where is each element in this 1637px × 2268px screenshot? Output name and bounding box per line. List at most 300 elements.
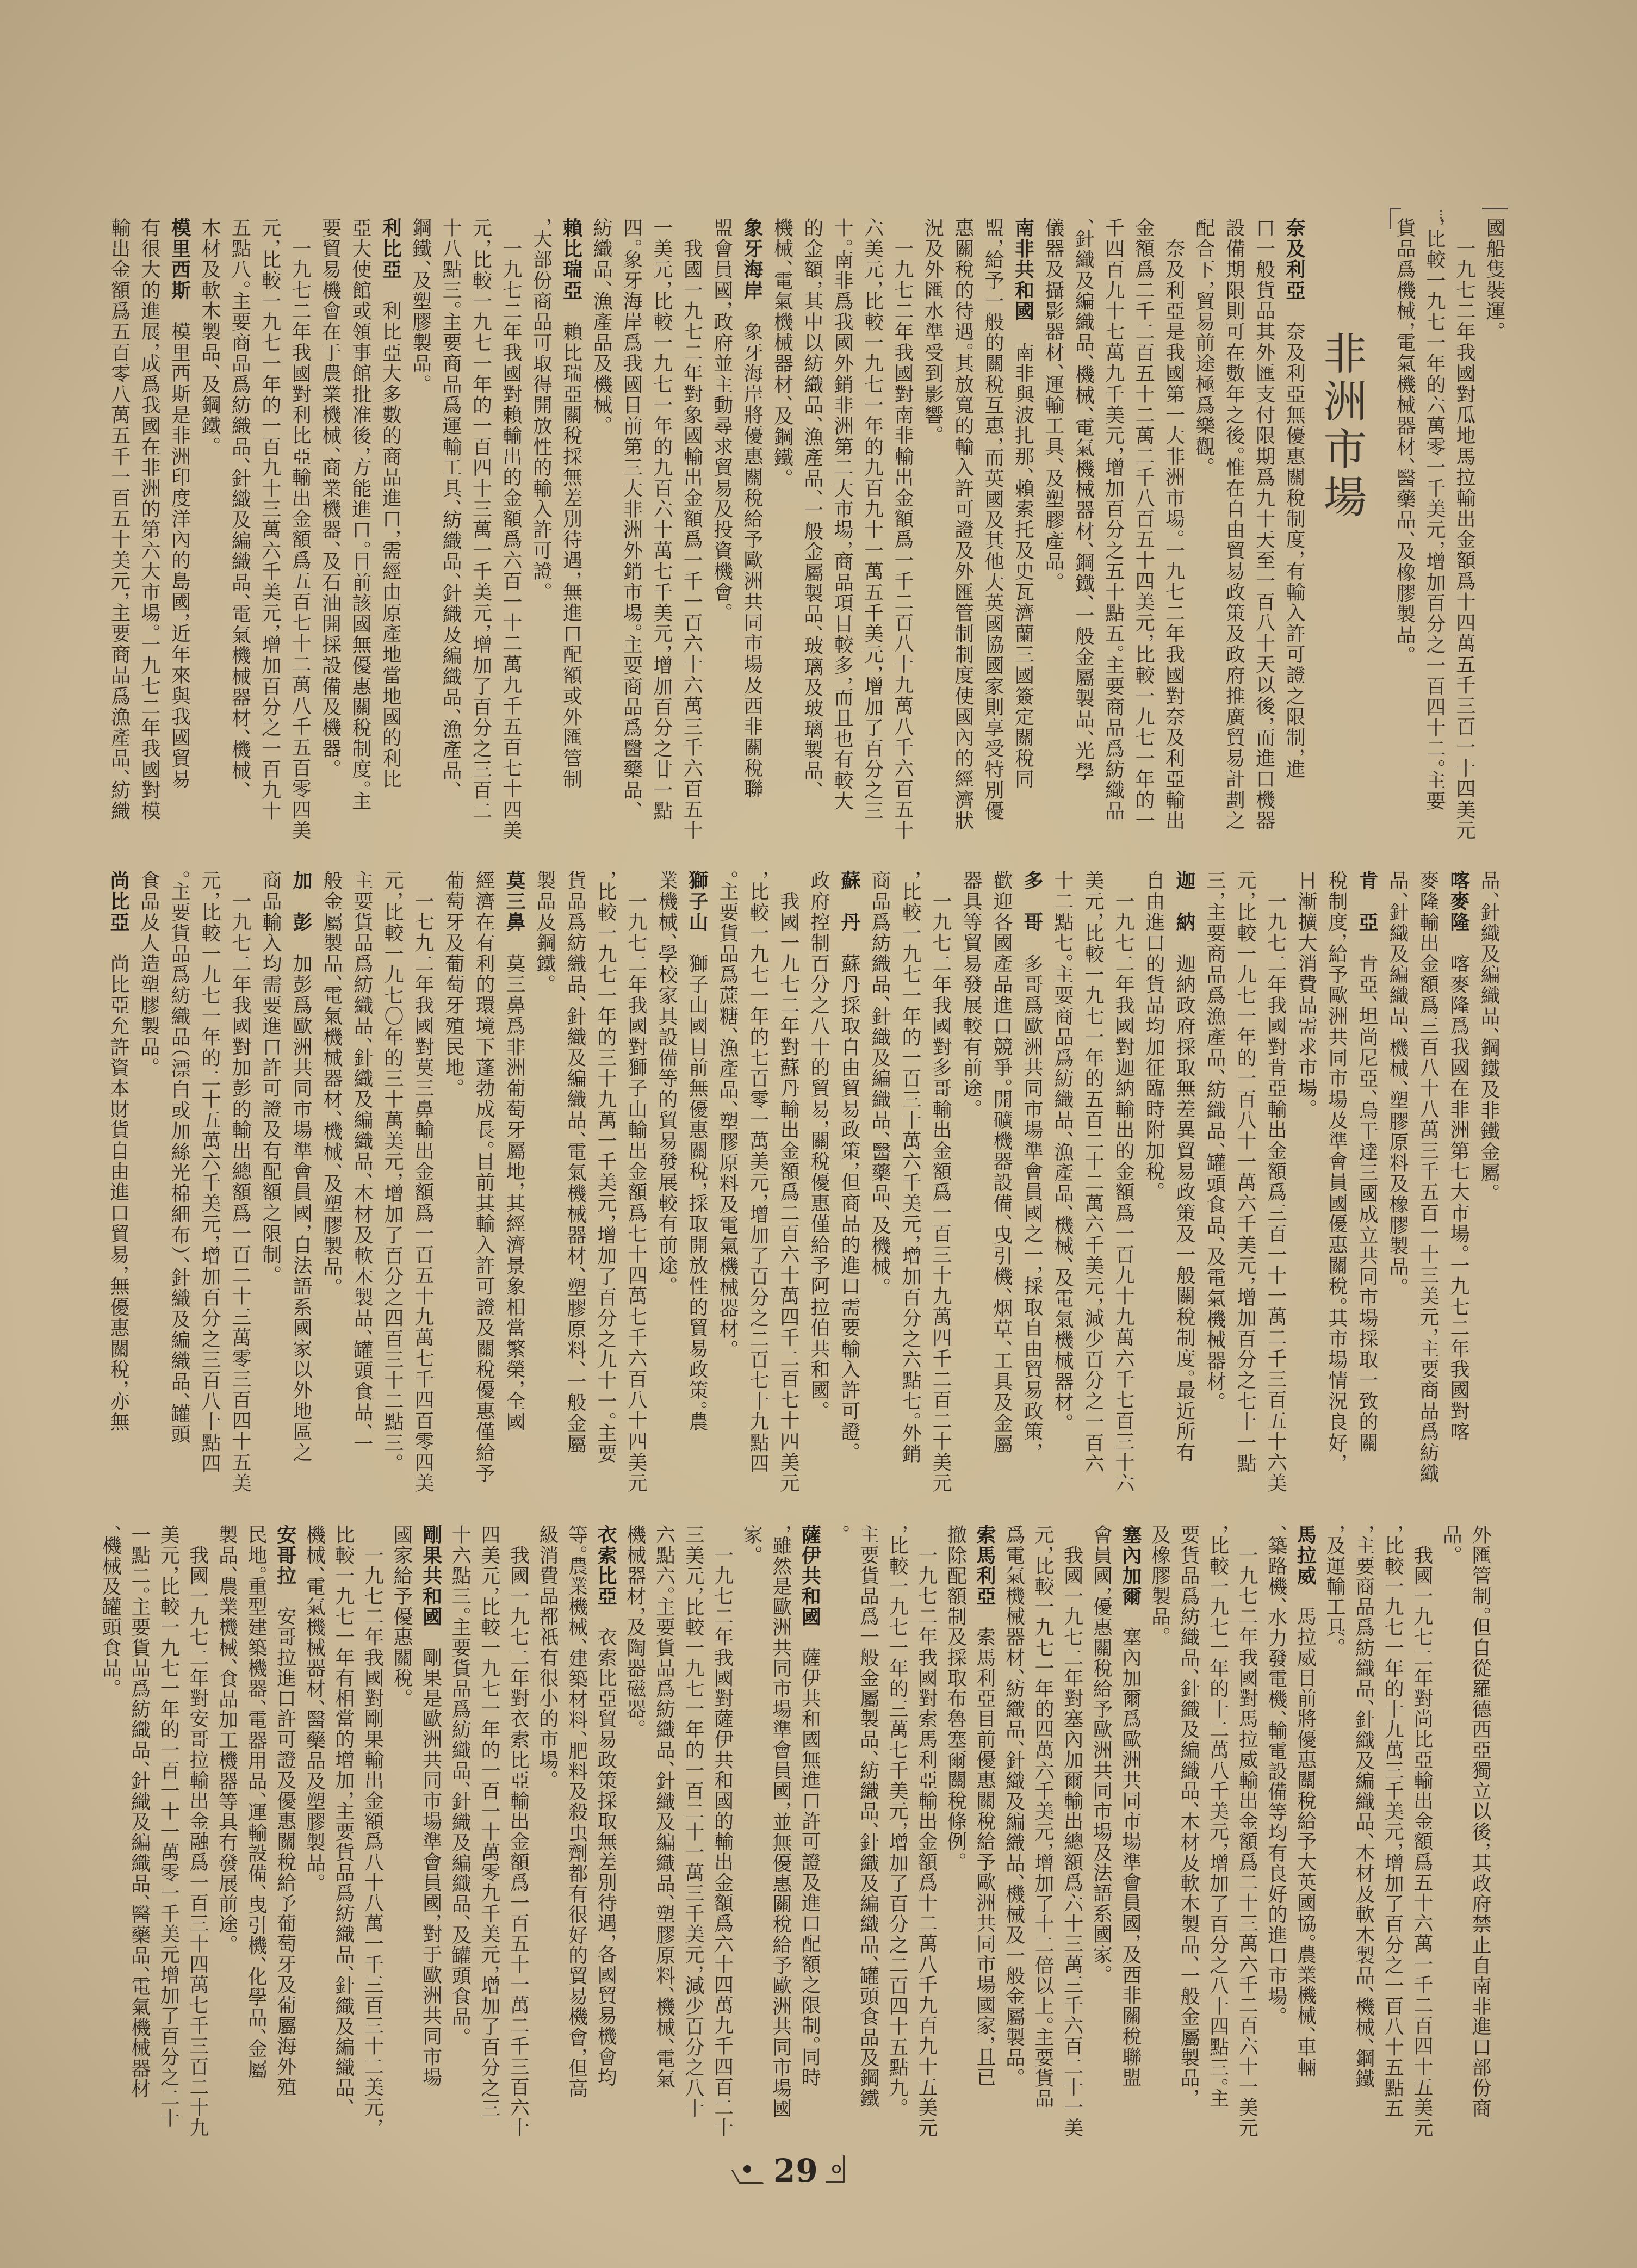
- column-text: 品。: [1440, 1525, 1462, 1556]
- column-text: 六點六。主要貨品爲紡織品、針織及編織品、塑膠原料、機械、電氣: [653, 1525, 675, 2089]
- text-column: [1174, 1525, 1203, 2120]
- column-text: 的金額，其中以紡織品、漁產品、一般金屬製品、玻璃及玻璃製品、: [801, 218, 823, 792]
- text-column: [346, 870, 377, 1476]
- column-text: 一九七二年我國對索馬利亞輸出金額爲十二萬八千九百九十五美元: [915, 1525, 938, 2138]
- text-column: [104, 218, 134, 824]
- column-text: 、築路機、水力發電機、輸電設備等均有良好的進口市場。: [1264, 1525, 1287, 2017]
- column-text: ，比較一九七一年的一百三十萬六千美元，增加百分之六點七。外銷: [899, 870, 921, 1464]
- text-column: [416, 1525, 445, 2120]
- text-column: [803, 870, 834, 1476]
- text-column: [436, 218, 466, 824]
- text-column: [183, 1525, 212, 2138]
- text-column: [1443, 870, 1473, 1476]
- column-text: 十六點三。主要貨品爲紡織品、針織及編織品、及罐頭食品。: [449, 1525, 472, 2038]
- column-text: 日漸擴大消費品需求市場。: [1295, 870, 1317, 1110]
- text-column: [616, 218, 646, 824]
- column-text: 十二點七。主要商品爲紡織品、漁產品、機械、及電氣機械器材。: [1051, 870, 1074, 1424]
- column-text: 品、針織及編織品、機械、塑膠原料及橡膠製品。: [1386, 870, 1409, 1288]
- text-column: [1158, 218, 1188, 831]
- text-column: [526, 218, 556, 824]
- text-column: [1436, 1525, 1466, 2120]
- text-column: [1145, 1525, 1174, 2120]
- text-column: [286, 870, 316, 1476]
- column-text: 多哥爲歐洲共同市場準會員國之一，採取自由貿易政策，: [1021, 932, 1043, 1453]
- column-text: 賴比瑞亞關稅採無差別待遇，無進口配額或外匯管制: [560, 300, 582, 790]
- section-heading: 尚比亞: [107, 870, 129, 933]
- text-column: [737, 1525, 766, 2120]
- text-column: [1407, 1525, 1436, 2138]
- column-text: ，比較一九七一年的七百零一萬美元，增加了百分之二百七十九點四: [747, 870, 769, 1474]
- bracket-mark: [826, 2155, 845, 2183]
- column-text: 家。: [740, 1525, 763, 1556]
- text-column: [225, 870, 255, 1494]
- text-column: [1279, 218, 1309, 824]
- section-heading: 奈及利亞: [1283, 218, 1305, 301]
- column-text: 有很大的進展，成爲我國在非洲的第六大市場。一九七二年我國對模: [138, 218, 161, 821]
- column-text: 我國一九七二年對安哥拉輸出金融爲一百三十四萬七千三百二十九: [186, 1525, 209, 2138]
- text-column: [1291, 1525, 1320, 2120]
- text-column: [445, 1525, 475, 2120]
- column-text: 象牙海岸將優惠關稅給予歐洲共同市場及西非關稅聯: [740, 300, 763, 800]
- column-text: 喀麥隆爲我國在非洲第七大市場。一九七二年我國對喀: [1447, 932, 1469, 1442]
- section-heading: 安哥拉: [274, 1525, 296, 1586]
- column-text: 儀器及攝影器材、運輸工具、及塑膠產品。: [1041, 218, 1064, 583]
- column-text: 一九七二年我國對多哥輸出金額爲一百三十九萬四千二百二十美元: [929, 870, 952, 1494]
- text-column: [358, 1525, 387, 2128]
- column-text: 奈及利亞是我國第一大非洲市場。一九七二年我國對奈及利亞輸出: [1162, 218, 1185, 831]
- column-text: 民地。重型建築機器、電器用品、運輸設備、曳引機、化學品、金屬: [245, 1525, 268, 2079]
- column-text: 四美元，比較一九七一年的一百一十萬零九千美元，增加了百分之三: [478, 1525, 500, 2118]
- text-column: [857, 218, 887, 824]
- text-band-2: [103, 870, 1504, 1494]
- text-column: [1232, 1525, 1262, 2138]
- text-column: [387, 1525, 416, 2120]
- text-column: [154, 1525, 183, 2128]
- column-text: 機械、電氣機械器材、醫藥品及塑膠製品。: [303, 1525, 326, 1884]
- text-band-3: [96, 1525, 1495, 2138]
- column-text: 薩伊共和國無進口許可證及進口配額之限制。同時: [798, 1627, 821, 2087]
- text-column: [1028, 1525, 1058, 2120]
- text-column: [133, 870, 164, 1476]
- column-text: 及橡膠製品。: [1148, 1525, 1171, 1638]
- text-column: [986, 870, 1016, 1476]
- column-text: 主要貨品爲紡織品、針織及編織品、木材及軟木製品、罐頭食品、一: [351, 870, 373, 1454]
- column-text: 南非與波扎那、賴索托及史瓦濟蘭三國簽定關稅同: [1012, 321, 1034, 790]
- column-text: 利比亞大多數的商品進口，需經由原產地當地國的利比: [379, 280, 402, 790]
- text-column: [375, 218, 405, 824]
- column-text: 國家給予優惠關稅。: [390, 1525, 413, 1699]
- column-text: 爲電氣機械器材、紡織品、針織及編織品、機械及一般金屬製品。: [1002, 1525, 1025, 2079]
- text-column: [164, 870, 194, 1476]
- page-number-dot-icon: [743, 2165, 751, 2173]
- column-text: 要貿易機會在于農業機械、商業機器、及石油開採設備及機器。: [319, 218, 342, 770]
- text-column: [532, 1525, 562, 2120]
- column-text: 稅制度，給予歐洲共同市場及準會員國優惠關稅。其市場情況良好，: [1325, 870, 1348, 1464]
- column-text: 一九七二年我國對馬拉威輸出金額爲二十三萬六千二百六十一美元: [1236, 1525, 1258, 2138]
- column-text: 況及外匯水準受到影響。: [921, 218, 944, 437]
- column-text: 尚比亞允許資本財貨自由進口貿易，無優惠關稅，亦無: [107, 932, 129, 1433]
- column-text: ，雖然是歐洲共同市場準會員國，並無優惠關稅給予歐洲共同市場國: [769, 1525, 792, 2118]
- column-text: 馬拉威目前將優惠關稅給予大英國協。農業機械、車輛: [1294, 1585, 1317, 2078]
- text-column: [586, 218, 616, 824]
- column-text: 加彭爲歐洲共同市場準會員國，自法語系國家以外地區之: [290, 932, 312, 1463]
- column-text: 輸出金額爲五百零八萬五千一百五十美元，主要商品爲漁產品、紡織: [108, 218, 131, 821]
- text-column: [1319, 1525, 1349, 2120]
- column-text: 一九七二年我國對薩伊共和國的輸出金額爲六十四萬九千四百二十: [711, 1525, 734, 2138]
- column-text: 一九七二年我國對賴輸出的金額爲六百一十二萬九千五百七十四美: [499, 218, 522, 841]
- column-text: 鋼鐵、及塑膠製品。: [409, 218, 432, 385]
- text-column: [677, 218, 706, 841]
- text-column: [737, 218, 767, 824]
- column-text: 十八點三。主要商品爲運輸工具、紡織品、針織及編織品、漁產品、: [439, 218, 462, 792]
- text-column: [888, 218, 917, 841]
- column-text: 。主要貨品爲蔗糖、漁產品、塑膠原料及電氣機械器材。: [716, 870, 739, 1350]
- text-column: [864, 870, 895, 1476]
- text-column: [678, 1525, 708, 2120]
- column-text: 奈及利亞無優惠關稅制度，有輸入許可證之限制，進: [1283, 300, 1305, 780]
- text-column: [708, 1525, 737, 2138]
- text-column: [621, 870, 651, 1494]
- text-column: [255, 870, 286, 1476]
- column-text: 衣索比亞貿易政策採取無差別待遇，各國貿易機會均: [594, 1606, 617, 2087]
- text-column: [947, 218, 977, 831]
- text-column: [103, 870, 133, 1476]
- column-text: 塞內加爾爲歐洲共同市場準會員國，及西非關稅聯盟: [1119, 1606, 1142, 2087]
- text-column: [956, 870, 986, 1476]
- column-text: 一九七二年我國對加彭的輸出總額爲一百二十三萬零三百四十五美: [229, 870, 251, 1494]
- text-column: [194, 870, 225, 1476]
- column-text: 麥隆輸出金額爲三百八十八萬三千五百一十三美元，主要商品爲紡織: [1417, 870, 1439, 1484]
- text-column: [405, 218, 435, 824]
- column-text: 一美元，比較一九七一年的九百六十萬七千美元，增加百分之廿一點: [650, 218, 673, 821]
- text-column: [1169, 870, 1199, 1476]
- text-column: [560, 870, 590, 1476]
- text-column: [706, 218, 736, 824]
- column-text: 元，比較一九七一年的四萬六千美元，增加了十二倍以上。主要貨品: [1032, 1525, 1055, 2109]
- section-heading: 衣索比亞: [594, 1525, 617, 1607]
- column-text: 主要貨品爲一般金屬製品、紡織品、針織及編織品、罐頭食品及鋼鐵: [857, 1525, 879, 2109]
- text-column: [504, 1525, 533, 2138]
- column-text: ，大部份商品可取得開放性的輸入許可證。: [530, 218, 553, 593]
- text-column: [970, 1525, 999, 2120]
- column-text: 元，比較一九七一年的二十五萬六千美元，增加百分之三百八十點四: [199, 870, 221, 1474]
- section-heading: 象牙海岸: [740, 218, 763, 301]
- column-text: ，比較一九七一年的十二萬八千美元，增加了百分之八十四點三。主: [1206, 1525, 1229, 2109]
- column-text: 外匯管制。但自從羅德西亞獨立以後，其政府禁止自南非進口部份商: [1469, 1525, 1491, 2118]
- column-text: 六美元，比較一九七一年的九百九十一萬五千美元，增加了百分之三: [861, 218, 884, 821]
- column-text: 亞大使館或領事館批准後，方能進口。目前該國無優惠關稅制度。主: [349, 218, 371, 811]
- text-column: [797, 218, 827, 824]
- column-text: 千四百九十七萬九千美元，增加百分之五十點五。主要商品爲紡織品: [1102, 218, 1125, 821]
- column-text: 三，主要商品爲漁產品、紡織品、罐頭食品、及電氣機械器材。: [1204, 870, 1226, 1403]
- text-column: [1479, 218, 1509, 824]
- text-column: [195, 218, 225, 824]
- column-text: 要貨品爲紡織品、針織及編織品、木材及軟木製品、一般金屬製品，: [1177, 1525, 1200, 2099]
- page-number-text: 29: [773, 2152, 819, 2189]
- section-heading: 賴比瑞亞: [560, 218, 582, 301]
- text-column: [1047, 870, 1077, 1476]
- column-text: 一九七二年我國對迦納輸出的金額爲一百九十九萬六千七百三十六: [1112, 870, 1134, 1494]
- page-number: [729, 2148, 854, 2192]
- column-text: 機械器材，及陶器磁器。: [623, 1525, 646, 1730]
- text-column: [620, 1525, 649, 2120]
- text-column: [300, 1525, 329, 2120]
- column-text: 盟，給予一般的關稅互惠，而英國及其他大英國協國家則享受特別優: [982, 218, 1004, 821]
- text-column: [917, 218, 947, 824]
- text-column: [377, 870, 407, 1476]
- text-column: [212, 1525, 241, 2120]
- text-column: [853, 1525, 883, 2120]
- text-column: [1321, 870, 1351, 1476]
- text-column: [125, 1525, 154, 2120]
- text-column: [285, 218, 315, 841]
- column-text: 元，比較一九七一年的一百八十一萬六千美元，增加百分之七十一點: [1234, 870, 1256, 1474]
- registration-mark: [1482, 208, 1508, 209]
- text-column: [1291, 870, 1321, 1476]
- section-heading: 模里西斯: [168, 218, 191, 301]
- column-text: ，比較一九七一年的十九萬三千美元，增加了百分之一百八十五點五: [1381, 1525, 1404, 2118]
- column-text: 四。象牙海岸爲我國目前第三大非洲外銷市場。主要商品爲醫藥品、: [620, 218, 643, 811]
- section-heading: 多 哥: [1021, 870, 1043, 933]
- text-column: [562, 1525, 591, 2120]
- text-column: [978, 218, 1008, 824]
- section-heading: 南非共和國: [1012, 218, 1034, 321]
- text-column: [241, 1525, 270, 2120]
- text-column: [316, 870, 346, 1476]
- section-heading: 馬拉威: [1294, 1525, 1317, 1586]
- text-column: [590, 870, 621, 1476]
- column-text: ，比較一九七一年的三十九萬一千美元，增加了百分之九十一。主要: [594, 870, 617, 1464]
- column-text: 。: [827, 1525, 850, 1535]
- text-column: [895, 870, 925, 1476]
- column-text: 一九七二年我國對剛果輸出金額爲八十八萬一千三百三十二美元，: [361, 1525, 384, 2128]
- column-text: 我國一九七二年對塞內加爾輸出總額爲六十三萬三千六百二十一美: [1061, 1525, 1083, 2138]
- text-column: [474, 1525, 504, 2120]
- column-text: 、針織及編織品、機械、電氣機械器材、鋼鐵、一般金屬製品、光學: [1072, 218, 1095, 782]
- text-column: [1188, 218, 1218, 824]
- text-column: [1203, 1525, 1232, 2120]
- section-heading: 莫三鼻: [503, 870, 525, 933]
- column-text: 美元，比較一九七一年的五百二十二萬六千美元，減少百分之一百六: [1082, 870, 1104, 1474]
- text-column: [646, 218, 676, 824]
- column-text: 級消費品都祇有很小的市場。: [536, 1525, 559, 1781]
- column-text: 盟會員國，政府並主動尋求貿易及投資機會。: [710, 218, 733, 614]
- text-column: [681, 870, 712, 1476]
- text-column: [466, 218, 495, 824]
- text-column: [773, 870, 803, 1494]
- column-text: 蘇丹採取自由貿易政策，但商品的進口需要輸入許可證。: [838, 932, 860, 1453]
- text-column: [1260, 870, 1291, 1494]
- column-text: 製品及鋼鐵。: [534, 870, 556, 986]
- column-text: 食品及人造塑膠製品。: [138, 870, 160, 1068]
- column-text: 、機械及罐頭食品。: [99, 1525, 122, 1689]
- text-column: [766, 1525, 795, 2120]
- text-column: [767, 218, 797, 824]
- column-text: 比較一九七一年有相當的增加，主要貨品爲紡織品、針織及編織品、: [332, 1525, 355, 2109]
- column-text: 口一般貨品其外匯支付限期爲九十天至一百八十天以後，而進口機器: [1252, 218, 1275, 831]
- text-column: [468, 870, 499, 1484]
- text-column: [499, 870, 529, 1476]
- column-text: 撤除配額制及採取布魯塞爾關稅條例。: [944, 1525, 967, 1863]
- text-column: [438, 870, 468, 1476]
- text-column: [96, 1525, 125, 2120]
- text-column: [1108, 870, 1138, 1494]
- column-text: 一七九二年我國對莫三鼻輸出金額爲一百五十九萬七千四百零四美: [412, 870, 434, 1494]
- text-column: [495, 218, 525, 841]
- column-text: 木材及軟木製品、及鋼鐵。: [198, 218, 221, 448]
- section-heading: 利比亞: [379, 218, 402, 280]
- column-text: 葡萄牙及葡萄牙殖民地。: [442, 870, 464, 1089]
- text-column: [1068, 218, 1098, 824]
- text-column: [1087, 1525, 1116, 2120]
- column-text: 三美元，比較一九七一年的一百二十一萬三千美元，減少百分之八十: [681, 1525, 704, 2118]
- column-text: 一九七二年我國對南非輸出金額爲一千二百八十九萬八千六百五十: [891, 218, 914, 841]
- text-column: [1349, 1525, 1378, 2120]
- column-text: 機械、電氣機械器材、及鋼鐵。: [771, 218, 793, 479]
- text-column: [1115, 1525, 1145, 2120]
- column-text: ，比較一九七一年的三萬七千美元，增加了百分之二百四十五點九。: [886, 1525, 909, 2109]
- column-text: 惠關稅的待遇。其放寬的輸入許可證及外匯管制制度使國內的經濟狀: [951, 218, 974, 831]
- text-column: [1077, 870, 1108, 1476]
- text-column: [911, 1525, 941, 2138]
- text-column: [1230, 870, 1260, 1476]
- text-column: [1008, 218, 1038, 824]
- text-column: [1351, 870, 1382, 1476]
- text-column: [1419, 218, 1449, 824]
- text-column: [1465, 1525, 1495, 2120]
- text-column: [164, 218, 194, 824]
- text-column: [1219, 218, 1249, 831]
- column-text: 品、針織及編織品、鋼鐵及非鐵金屬。: [1478, 870, 1500, 1194]
- column-text: 貨品爲機械，電氣機械器材、醫藥品、及橡膠製品。: [1393, 218, 1416, 656]
- page-title: 非洲市場: [1316, 331, 1367, 522]
- section-heading: 獅子山: [686, 870, 708, 933]
- column-text: 我國一九七二年對尚比亞輸出金額爲五十六萬一千二百四十五美元: [1410, 1525, 1433, 2138]
- column-text: ，及運輸工具。: [1323, 1525, 1346, 1649]
- column-text: 一九七二年我國對瓜地馬拉輸出金額爲十四萬五千三百一十四美元: [1453, 218, 1475, 841]
- column-text: 般金屬製品、電氣機械器材、機械、及塑膠製品。: [320, 870, 343, 1288]
- column-text: ，主要商品爲紡織品、針織及編織品、木材及軟木製品、機械、鋼鐵: [1352, 1525, 1375, 2089]
- section-heading: 剛果共和國: [419, 1525, 442, 1627]
- text-column: [651, 870, 681, 1476]
- column-text: 五點八。主要商品爲紡織品、針織及編織品、電氣機械器材、機械、: [228, 218, 251, 792]
- text-column: [1449, 218, 1479, 841]
- text-column: [407, 870, 438, 1494]
- column-text: 紡織品、漁產品及機械。: [590, 218, 613, 427]
- text-column: [255, 218, 284, 824]
- text-column: [824, 1525, 853, 2120]
- section-heading: 迦 納: [1173, 870, 1195, 933]
- column-text: 金額爲二千二百五十二萬二千八百五十四美元，比較一九七一年的一: [1132, 218, 1155, 831]
- text-column: [1057, 1525, 1087, 2138]
- column-text: 歡迎各國產品進口競爭。開礦機器設備、曳引機、烟草、工具及金屬: [990, 870, 1013, 1454]
- column-text: 莫三鼻爲非洲葡萄牙屬地，其經濟景象相當繁榮，全國: [503, 932, 525, 1433]
- text-column: [1382, 870, 1412, 1476]
- column-text: 元，比較一九七一年的一百四十三萬一千美元，增加了百分之三百二: [469, 218, 492, 821]
- column-text: 製品、農業機械、食品加工機器等具有發展前途。: [215, 1525, 238, 1945]
- text-column: [712, 870, 742, 1476]
- section-heading: 薩伊共和國: [798, 1525, 821, 1627]
- column-text: 我國一九七二年對衣索比亞輸出金額爲一百五十一萬二千三百六十: [507, 1525, 530, 2138]
- column-text: 會員國，優惠關稅給予歐洲共同市場及法語系國家。: [1090, 1525, 1113, 1975]
- text-column: [591, 1525, 621, 2120]
- column-text: 一九七二年我國對利比亞輸出金額爲五百七十二萬八千五百零四美: [289, 218, 312, 841]
- text-column: [999, 1525, 1028, 2120]
- text-column: [529, 870, 560, 1476]
- column-text: 元，比較一九七一年的一百九十三萬六千美元，增加百分之一百九十: [258, 218, 281, 821]
- column-text: 肯亞、坦尚尼亞、烏干達三國成立共同市場採取一致的關: [1356, 932, 1378, 1453]
- column-text: 元，比較一九七〇年的三十萬美元，增加了百分之四百三十二點三。: [381, 870, 404, 1464]
- column-text: 十。南非爲我國外銷非洲第二大市場，商品項目較多，而且也有較大: [831, 218, 854, 811]
- column-text: 設備期限則可在數年之後。惟在自由貿易政策及政府推廣貿易計劃之: [1223, 218, 1245, 831]
- column-text: 一點二。主要貨品爲紡織品、針織及編織品、醫藥品、電氣機械器材: [128, 1525, 151, 2099]
- text-column: [270, 1525, 300, 2120]
- text-column: [1249, 218, 1279, 831]
- text-column: [1473, 870, 1504, 1476]
- column-text: 自由進口的貨品均加征臨時附加稅。: [1143, 870, 1165, 1193]
- column-text: 政府控制百分之八十的貿易，關稅優惠僅給予阿拉伯共和國。: [808, 870, 830, 1412]
- column-text: 安哥拉進口許可證及優惠關稅給予葡萄牙及葡屬海外殖: [274, 1585, 296, 2097]
- text-column: [1098, 218, 1128, 824]
- text-column: [1199, 870, 1230, 1476]
- text-column: [345, 218, 375, 824]
- text-column: [1378, 1525, 1407, 2120]
- text-column: [1261, 1525, 1291, 2120]
- text-column: [328, 1525, 358, 2120]
- text-column: [883, 1525, 912, 2120]
- column-text: 我國一九七二年對蘇丹輸出金額爲二百六十萬四千二百七十四美元: [777, 870, 799, 1494]
- text-column: [1016, 870, 1047, 1476]
- column-text: 經濟在有利的環境下蓬勃成長。目前其輸入許可證及關稅優惠僅給予: [473, 870, 495, 1484]
- text-column: [834, 870, 864, 1476]
- column-text: 商品輸入均需要進口許可證及有配額之限制。: [259, 870, 282, 1276]
- text-column: [795, 1525, 824, 2120]
- text-column: [1038, 218, 1068, 824]
- column-text: 索馬利亞目前優惠關稅給予歐洲共同市場國家，且已: [973, 1606, 996, 2087]
- text-column: [941, 1525, 970, 2120]
- text-column: [1138, 870, 1169, 1476]
- column-text: 國船隻裝運。: [1483, 218, 1505, 333]
- text-column: [225, 218, 255, 824]
- text-band-1-left: [104, 218, 1309, 841]
- column-text: 業機械、學校家具設備等的貿易發展較有前途。: [655, 870, 678, 1287]
- text-column: [1128, 218, 1158, 831]
- column-text: ，比較一九七一年的六萬零一千美元，增加百分之一百四十二。主要: [1423, 218, 1446, 811]
- column-text: 我國一九七二年對象國輸出金額爲一千一百六十六萬三千六百五十: [680, 218, 703, 841]
- column-text: 。主要貨品爲紡織品（漂白或加絲光棉細布）、針織及編織品、罐頭: [168, 870, 190, 1445]
- text-column: [134, 218, 164, 824]
- column-text: 貨品爲紡織品、針織及編織品、電氣機械器材、塑膠原料、一般金屬: [564, 870, 586, 1454]
- section-heading: 索馬利亞: [973, 1525, 996, 1607]
- text-column: [1390, 218, 1419, 824]
- text-column: [925, 870, 956, 1494]
- column-text: 剛果是歐洲共同市場準會員國，對于歐洲共同市場: [419, 1627, 442, 2087]
- column-text: 美元，比較一九七一年的一百一十一萬零一千美元增加了百分之二十: [157, 1525, 180, 2128]
- text-column: [556, 218, 586, 824]
- section-heading: 加 彭: [290, 870, 312, 933]
- column-text: 一九七二年我國對獅子山輸出金額爲七十四萬七千六百八十四美元: [625, 870, 647, 1494]
- text-column: [827, 218, 857, 824]
- text-band-1-right: [1390, 218, 1509, 841]
- section-heading: 喀麥隆: [1447, 870, 1469, 933]
- text-column: [1412, 870, 1443, 1484]
- column-text: 器具等貿易發展較有前途。: [960, 870, 982, 1110]
- section-heading: 肯 亞: [1356, 870, 1378, 933]
- column-text: 配合下，貿易前途極爲樂觀。: [1192, 218, 1215, 468]
- column-text: 模里西斯是非洲印度洋內的島國，近年來與我國貿易: [168, 300, 191, 790]
- column-text: 獅子山國目前無優惠關稅，採取開放性的貿易政策。農: [686, 932, 708, 1433]
- text-column: [315, 218, 345, 824]
